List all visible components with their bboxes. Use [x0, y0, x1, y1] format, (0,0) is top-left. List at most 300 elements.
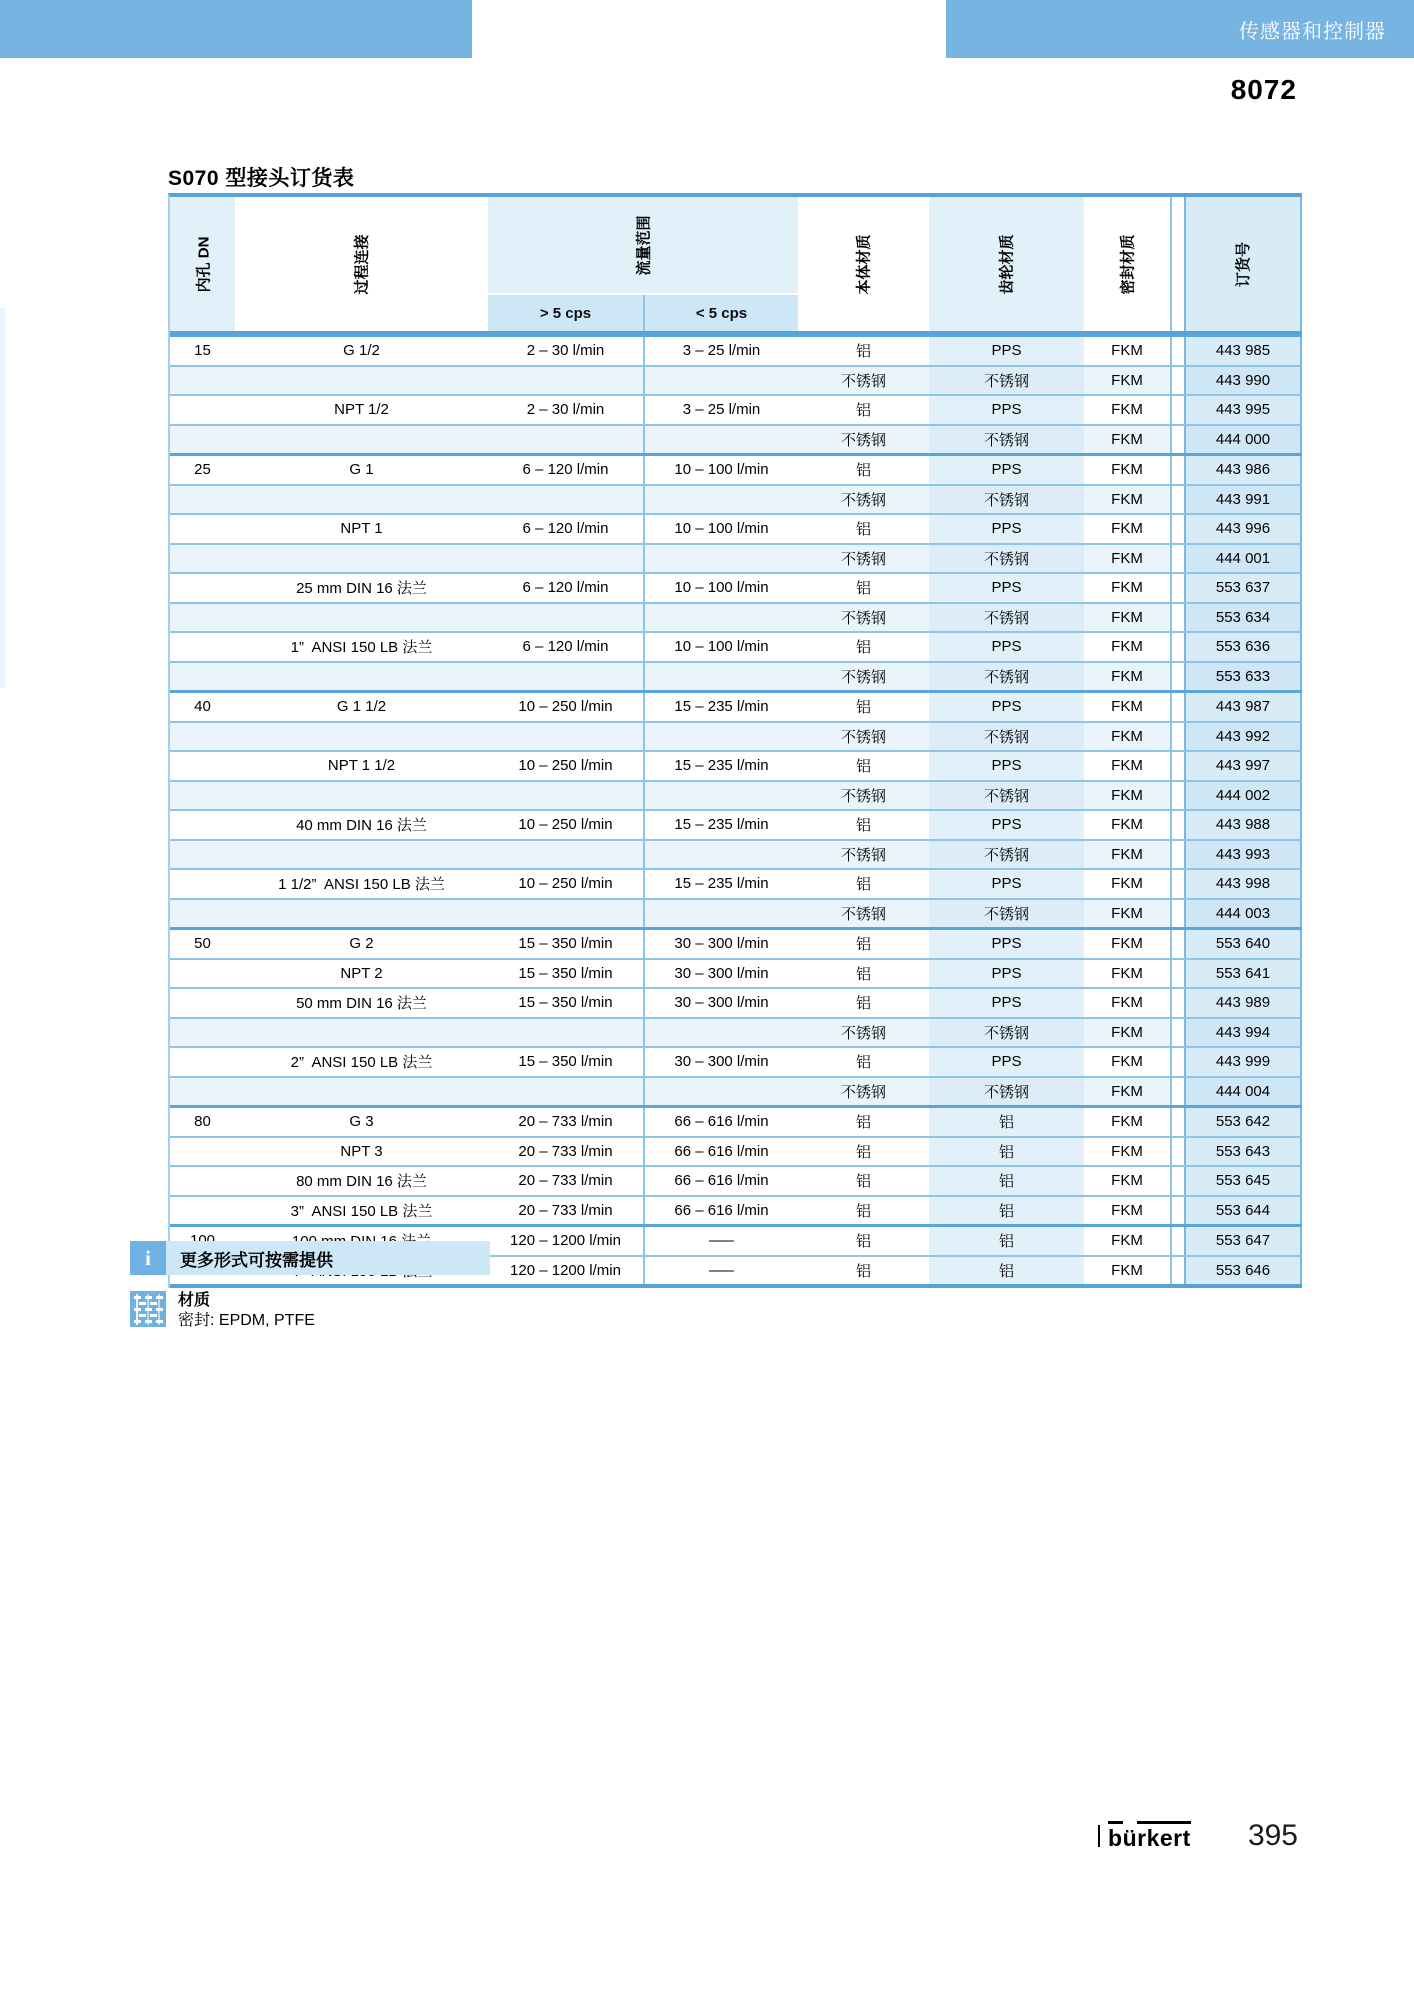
cell-body-material: 铝 — [855, 758, 871, 776]
cell-flow-gt5cps — [488, 426, 643, 454]
cell-order-number: 443 995 — [1184, 396, 1302, 424]
cell-seal-material: FKM — [1084, 426, 1172, 454]
cell-flow-gt5cps: 6 – 120 l/min — [522, 520, 609, 538]
cell-body-material: 铝 — [855, 639, 871, 657]
cell-flow-gt5cps: 15 – 350 l/min — [518, 994, 613, 1012]
cell-flow-lt5cps — [643, 426, 798, 454]
table-row — [170, 839, 1302, 869]
cell-dn: 40 — [194, 698, 211, 716]
table-row — [170, 484, 1302, 514]
cell-seal-material: FKM — [1084, 545, 1172, 573]
cell-gap — [1172, 515, 1184, 543]
cell-gap — [1172, 545, 1184, 573]
cell-body-material: 铝 — [855, 1173, 871, 1191]
cell-flow-lt5cps: 30 – 300 l/min — [643, 989, 798, 1017]
cell-seal-material: FKM — [1084, 456, 1172, 484]
cell-flow-lt5cps: 3 – 25 l/min — [643, 396, 798, 424]
cell-connection: 50 mm DIN 16 法兰 — [296, 995, 427, 1013]
cell-flow-lt5cps: 15 – 235 l/min — [643, 693, 798, 721]
materials-title: 材质 — [178, 1292, 211, 1309]
cell-flow-lt5cps — [643, 1078, 798, 1106]
cell-connection: NPT 1 1/2 — [327, 757, 396, 775]
cell-body-material: 不锈钢 — [840, 550, 886, 568]
cell-gap — [1172, 1167, 1184, 1195]
cell-order-number: 444 003 — [1184, 900, 1302, 928]
cell-order-number: 444 000 — [1184, 426, 1302, 454]
cell-dn — [170, 1078, 235, 1106]
cell-seal-material: FKM — [1084, 1167, 1172, 1195]
cell-order-number: 443 998 — [1184, 870, 1302, 898]
cell-gear-material: 铝 — [929, 1138, 1084, 1166]
table-row — [170, 334, 1302, 365]
cell-flow-gt5cps — [488, 663, 643, 691]
cell-flow-lt5cps: 30 – 300 l/min — [643, 930, 798, 958]
header-flow-merged-cell — [488, 197, 798, 293]
cell-gap — [1172, 930, 1184, 958]
cell-gap — [1172, 574, 1184, 602]
table-row — [170, 1165, 1302, 1195]
cell-gap — [1172, 486, 1184, 514]
header-body-material-label: 本体材质 — [855, 233, 873, 295]
header-connection — [235, 197, 488, 331]
cell-flow-lt5cps — [643, 663, 798, 691]
cell-gear-material: 铝 — [929, 1108, 1084, 1136]
brand-letters-rest: rkert — [1137, 1821, 1191, 1852]
table-row — [170, 1076, 1302, 1106]
cell-gap — [1172, 723, 1184, 751]
materials-note — [130, 1291, 315, 1331]
header-gear-material-label: 齿轮材质 — [998, 233, 1016, 295]
cell-body-material: 不锈钢 — [840, 905, 886, 923]
cell-seal-material: FKM — [1084, 367, 1172, 395]
cell-body-material: 铝 — [855, 936, 871, 954]
cell-connection: 1” ANSI 150 LB 法兰 — [290, 639, 433, 657]
table-row — [170, 721, 1302, 751]
header-sub-gt5cps: > 5 cps — [488, 295, 643, 331]
cell-connection — [235, 1078, 488, 1106]
cell-flow-gt5cps: 6 – 120 l/min — [522, 638, 609, 656]
brand-letter-b: b — [1108, 1821, 1123, 1852]
cell-gear-material: 不锈钢 — [929, 486, 1084, 514]
cell-gap — [1172, 633, 1184, 661]
cell-connection — [235, 663, 488, 691]
table-title: S070 型接头订货表 — [168, 167, 355, 190]
cell-order-number: 553 644 — [1184, 1197, 1302, 1225]
cell-body-material: 铝 — [855, 995, 871, 1013]
cell-dn: 50 — [194, 935, 211, 953]
cell-gear-material: PPS — [929, 811, 1084, 839]
cell-connection — [235, 604, 488, 632]
table-row — [170, 1105, 1302, 1136]
cell-flow-gt5cps — [488, 782, 643, 810]
header-dn-label: 内孔 DN — [195, 236, 212, 292]
cell-gap — [1172, 841, 1184, 869]
cell-flow-gt5cps — [488, 367, 643, 395]
cell-gear-material: 不锈钢 — [929, 367, 1084, 395]
brand-letter-u: ü — [1122, 1824, 1138, 1851]
cell-dn — [170, 1138, 235, 1166]
cell-body-material: 不锈钢 — [840, 431, 886, 449]
cell-flow-lt5cps: ––– — [643, 1227, 798, 1255]
cell-body-material: 铝 — [855, 817, 871, 835]
table-row — [170, 631, 1302, 661]
cell-seal-material: FKM — [1084, 515, 1172, 543]
cell-body-material: 铝 — [855, 1233, 871, 1251]
cell-gap — [1172, 1227, 1184, 1255]
cell-order-number: 443 994 — [1184, 1019, 1302, 1047]
table-row — [170, 572, 1302, 602]
cell-gear-material: PPS — [929, 396, 1084, 424]
cell-body-material: 铝 — [855, 965, 871, 983]
cell-flow-lt5cps: 10 – 100 l/min — [643, 515, 798, 543]
cell-gear-material: 不锈钢 — [929, 782, 1084, 810]
cell-flow-lt5cps — [643, 782, 798, 810]
cell-gear-material: 铝 — [929, 1257, 1084, 1285]
cell-connection: G 1 1/2 — [336, 698, 387, 716]
cell-dn — [170, 545, 235, 573]
cell-flow-gt5cps: 15 – 350 l/min — [518, 935, 613, 953]
cell-gear-material: 铝 — [929, 1167, 1084, 1195]
cell-gap — [1172, 989, 1184, 1017]
table-row — [170, 780, 1302, 810]
cell-flow-lt5cps: 15 – 235 l/min — [643, 811, 798, 839]
cell-dn — [170, 811, 235, 839]
cell-dn — [170, 633, 235, 661]
cell-gear-material: PPS — [929, 930, 1084, 958]
cell-gear-material: PPS — [929, 456, 1084, 484]
cell-order-number: 553 643 — [1184, 1138, 1302, 1166]
cell-dn — [170, 1197, 235, 1225]
cell-gear-material: 铝 — [929, 1227, 1084, 1255]
cell-dn — [170, 989, 235, 1017]
cell-connection — [235, 367, 488, 395]
table-row — [170, 1195, 1302, 1225]
cell-body-material: 铝 — [855, 1054, 871, 1072]
cell-body-material: 铝 — [855, 1114, 871, 1132]
cell-flow-lt5cps: 30 – 300 l/min — [643, 1048, 798, 1076]
cell-dn — [170, 900, 235, 928]
cell-connection: NPT 1 — [340, 520, 383, 538]
cell-flow-gt5cps — [488, 841, 643, 869]
cell-gear-material: PPS — [929, 1048, 1084, 1076]
ordering-table — [168, 193, 1302, 1288]
header-gap-column — [1172, 197, 1184, 331]
cell-order-number: 553 647 — [1184, 1227, 1302, 1255]
brand-wordmark — [1108, 1821, 1191, 1852]
cell-order-number: 443 986 — [1184, 456, 1302, 484]
cell-dn — [170, 515, 235, 543]
cell-flow-gt5cps — [488, 545, 643, 573]
table-row — [170, 543, 1302, 573]
cell-order-number: 443 996 — [1184, 515, 1302, 543]
cell-seal-material: FKM — [1084, 396, 1172, 424]
cell-gear-material: 不锈钢 — [929, 426, 1084, 454]
cell-dn — [170, 663, 235, 691]
cell-flow-lt5cps: 3 – 25 l/min — [643, 337, 798, 365]
cell-flow-gt5cps: 20 – 733 l/min — [518, 1172, 613, 1190]
table-row — [170, 898, 1302, 928]
cell-order-number: 444 004 — [1184, 1078, 1302, 1106]
cell-dn — [170, 782, 235, 810]
page-number: 395 — [1247, 1819, 1298, 1852]
cell-flow-lt5cps: 66 – 616 l/min — [643, 1197, 798, 1225]
cell-order-number: 444 001 — [1184, 545, 1302, 573]
cell-order-number: 443 993 — [1184, 841, 1302, 869]
table-body — [170, 334, 1302, 1284]
cell-body-material: 不锈钢 — [840, 668, 886, 686]
cell-gear-material: PPS — [929, 693, 1084, 721]
cell-seal-material: FKM — [1084, 1019, 1172, 1047]
cell-gear-material: 不锈钢 — [929, 545, 1084, 573]
table-row — [170, 661, 1302, 691]
cell-order-number: 443 987 — [1184, 693, 1302, 721]
cell-dn: 15 — [194, 342, 211, 360]
header-order-number-label: 订货号 — [1235, 241, 1253, 287]
cell-connection: NPT 1/2 — [334, 401, 389, 419]
cell-flow-gt5cps — [488, 486, 643, 514]
cell-order-number: 443 990 — [1184, 367, 1302, 395]
page-footer — [1098, 1818, 1298, 1854]
cell-flow-lt5cps — [643, 900, 798, 928]
table-row — [170, 602, 1302, 632]
cell-body-material: 不锈钢 — [840, 609, 886, 627]
cell-order-number: 553 645 — [1184, 1167, 1302, 1195]
cell-connection — [235, 782, 488, 810]
cell-gap — [1172, 663, 1184, 691]
cell-connection: G 2 — [349, 935, 374, 953]
cell-connection — [235, 723, 488, 751]
cell-seal-material: FKM — [1084, 841, 1172, 869]
cell-connection: G 1 — [349, 461, 374, 479]
cell-gap — [1172, 1108, 1184, 1136]
cell-seal-material: FKM — [1084, 989, 1172, 1017]
cell-body-material: 铝 — [855, 1262, 871, 1280]
cell-dn — [170, 426, 235, 454]
cell-gap — [1172, 811, 1184, 839]
cell-gear-material: 不锈钢 — [929, 841, 1084, 869]
table-row — [170, 750, 1302, 780]
cell-order-number: 553 640 — [1184, 930, 1302, 958]
cell-flow-gt5cps: 120 – 1200 l/min — [510, 1232, 621, 1250]
top-left-color-bar — [0, 0, 472, 58]
header-seal-material-label: 密封材质 — [1119, 233, 1137, 295]
cell-flow-gt5cps: 120 – 1200 l/min — [510, 1261, 621, 1279]
cell-seal-material: FKM — [1084, 1108, 1172, 1136]
cell-order-number: 443 985 — [1184, 337, 1302, 365]
cell-seal-material: FKM — [1084, 693, 1172, 721]
cell-body-material: 铝 — [855, 402, 871, 420]
cell-dn — [170, 367, 235, 395]
cell-flow-lt5cps: 15 – 235 l/min — [643, 870, 798, 898]
cell-gap — [1172, 1257, 1184, 1285]
cell-flow-gt5cps: 2 – 30 l/min — [526, 401, 605, 419]
cell-seal-material: FKM — [1084, 811, 1172, 839]
table-row — [170, 365, 1302, 395]
cell-gear-material: 不锈钢 — [929, 723, 1084, 751]
cell-gap — [1172, 396, 1184, 424]
cell-order-number: 443 991 — [1184, 486, 1302, 514]
cell-flow-gt5cps: 10 – 250 l/min — [518, 816, 613, 834]
cell-order-number: 443 992 — [1184, 723, 1302, 751]
header-seal-material — [1084, 197, 1172, 331]
cell-seal-material: FKM — [1084, 1078, 1172, 1106]
cell-flow-lt5cps: 15 – 235 l/min — [643, 752, 798, 780]
cell-gear-material: 不锈钢 — [929, 1078, 1084, 1106]
brand-logo — [1098, 1821, 1191, 1852]
cell-body-material: 铝 — [855, 343, 871, 361]
cell-flow-lt5cps: 66 – 616 l/min — [643, 1138, 798, 1166]
cell-gap — [1172, 1197, 1184, 1225]
table-header-row — [170, 197, 1302, 334]
cell-gear-material: PPS — [929, 870, 1084, 898]
cell-flow-gt5cps: 10 – 250 l/min — [518, 698, 613, 716]
type-code: 8072 — [1230, 74, 1297, 105]
cell-flow-lt5cps — [643, 723, 798, 751]
cell-dn — [170, 723, 235, 751]
cell-order-number: 553 636 — [1184, 633, 1302, 661]
brand-logo-bar — [1098, 1825, 1100, 1847]
cell-flow-lt5cps: 66 – 616 l/min — [643, 1108, 798, 1136]
cell-connection: G 3 — [349, 1113, 374, 1131]
table-row — [170, 958, 1302, 988]
info-banner — [130, 1241, 490, 1275]
table-row — [170, 690, 1302, 721]
cell-seal-material: FKM — [1084, 1257, 1172, 1285]
cell-gear-material: PPS — [929, 515, 1084, 543]
cell-flow-lt5cps: 10 – 100 l/min — [643, 456, 798, 484]
cell-gear-material: PPS — [929, 633, 1084, 661]
cell-flow-gt5cps — [488, 900, 643, 928]
cell-dn: 25 — [194, 461, 211, 479]
cell-gap — [1172, 604, 1184, 632]
header-flow-label: 流量范围 — [635, 214, 653, 276]
cell-gear-material: 不锈钢 — [929, 663, 1084, 691]
cell-dn — [170, 604, 235, 632]
cell-seal-material: FKM — [1084, 1048, 1172, 1076]
cell-gap — [1172, 426, 1184, 454]
cell-flow-lt5cps: ––– — [643, 1257, 798, 1285]
cell-seal-material: FKM — [1084, 930, 1172, 958]
table-row — [170, 1046, 1302, 1076]
header-flow-range — [488, 197, 798, 331]
materials-weave-icon — [130, 1291, 166, 1327]
cell-order-number: 553 642 — [1184, 1108, 1302, 1136]
cell-gear-material: 铝 — [929, 1197, 1084, 1225]
header-sub-lt5cps: < 5 cps — [643, 295, 798, 331]
cell-body-material: 铝 — [855, 699, 871, 717]
cell-body-material: 不锈钢 — [840, 846, 886, 864]
header-order-number — [1184, 197, 1302, 331]
cell-flow-gt5cps: 20 – 733 l/min — [518, 1142, 613, 1160]
cell-connection — [235, 841, 488, 869]
cell-connection — [235, 545, 488, 573]
cell-order-number: 443 989 — [1184, 989, 1302, 1017]
cell-dn — [170, 870, 235, 898]
cell-flow-lt5cps: 30 – 300 l/min — [643, 960, 798, 988]
cell-body-material: 不锈钢 — [840, 491, 886, 509]
cell-order-number: 553 646 — [1184, 1257, 1302, 1285]
cell-flow-lt5cps — [643, 486, 798, 514]
cell-gear-material: PPS — [929, 752, 1084, 780]
cell-order-number: 444 002 — [1184, 782, 1302, 810]
cell-gear-material: PPS — [929, 337, 1084, 365]
cell-dn — [170, 960, 235, 988]
cell-flow-lt5cps: 10 – 100 l/min — [643, 633, 798, 661]
cell-flow-gt5cps: 15 – 350 l/min — [518, 1053, 613, 1071]
cell-seal-material: FKM — [1084, 723, 1172, 751]
table-row — [170, 424, 1302, 454]
table-row — [170, 1017, 1302, 1047]
cell-connection: NPT 3 — [340, 1142, 383, 1160]
cell-order-number: 443 999 — [1184, 1048, 1302, 1076]
cell-gear-material: PPS — [929, 960, 1084, 988]
cell-body-material: 不锈钢 — [840, 372, 886, 390]
cell-gap — [1172, 337, 1184, 365]
table-row — [170, 987, 1302, 1017]
cell-seal-material: FKM — [1084, 752, 1172, 780]
cell-dn — [170, 1167, 235, 1195]
cell-seal-material: FKM — [1084, 1227, 1172, 1255]
category-label: 传感器和控制器 — [1239, 20, 1386, 43]
cell-body-material: 不锈钢 — [840, 728, 886, 746]
top-right-category-bar — [946, 0, 1414, 58]
cell-body-material: 不锈钢 — [840, 1083, 886, 1101]
cell-dn — [170, 574, 235, 602]
cell-body-material: 铝 — [855, 876, 871, 894]
cell-gap — [1172, 1048, 1184, 1076]
header-body-material — [798, 197, 929, 331]
cell-flow-lt5cps — [643, 545, 798, 573]
cell-order-number: 553 641 — [1184, 960, 1302, 988]
cell-gap — [1172, 367, 1184, 395]
cell-connection: NPT 2 — [340, 964, 383, 982]
cell-connection — [235, 426, 488, 454]
cell-gap — [1172, 1078, 1184, 1106]
cell-dn — [170, 752, 235, 780]
cell-flow-gt5cps: 10 – 250 l/min — [518, 757, 613, 775]
cell-seal-material: FKM — [1084, 574, 1172, 602]
cell-gap — [1172, 693, 1184, 721]
cell-seal-material: FKM — [1084, 486, 1172, 514]
header-gear-material — [929, 197, 1084, 331]
cell-flow-lt5cps: 66 – 616 l/min — [643, 1167, 798, 1195]
cell-flow-lt5cps — [643, 841, 798, 869]
cell-connection — [235, 1019, 488, 1047]
cell-gap — [1172, 870, 1184, 898]
cell-dn — [170, 1048, 235, 1076]
info-icon: i — [130, 1241, 166, 1275]
table-row — [170, 868, 1302, 898]
cell-gap — [1172, 456, 1184, 484]
cell-seal-material: FKM — [1084, 633, 1172, 661]
cell-flow-lt5cps — [643, 1019, 798, 1047]
info-banner-text: 更多形式可按需提供 — [180, 1250, 333, 1270]
cell-gap — [1172, 782, 1184, 810]
cell-connection: 40 mm DIN 16 法兰 — [296, 817, 427, 835]
cell-connection: G 1/2 — [343, 342, 380, 360]
cell-flow-gt5cps — [488, 723, 643, 751]
cell-gear-material: 不锈钢 — [929, 900, 1084, 928]
cell-flow-lt5cps — [643, 604, 798, 632]
cell-body-material: 铝 — [855, 1143, 871, 1161]
cell-order-number: 553 634 — [1184, 604, 1302, 632]
cell-connection: 25 mm DIN 16 法兰 — [296, 580, 427, 598]
cell-flow-gt5cps — [488, 1078, 643, 1106]
cell-flow-gt5cps — [488, 604, 643, 632]
cell-flow-gt5cps: 15 – 350 l/min — [518, 964, 613, 982]
cell-order-number: 553 637 — [1184, 574, 1302, 602]
cell-flow-lt5cps: 10 – 100 l/min — [643, 574, 798, 602]
